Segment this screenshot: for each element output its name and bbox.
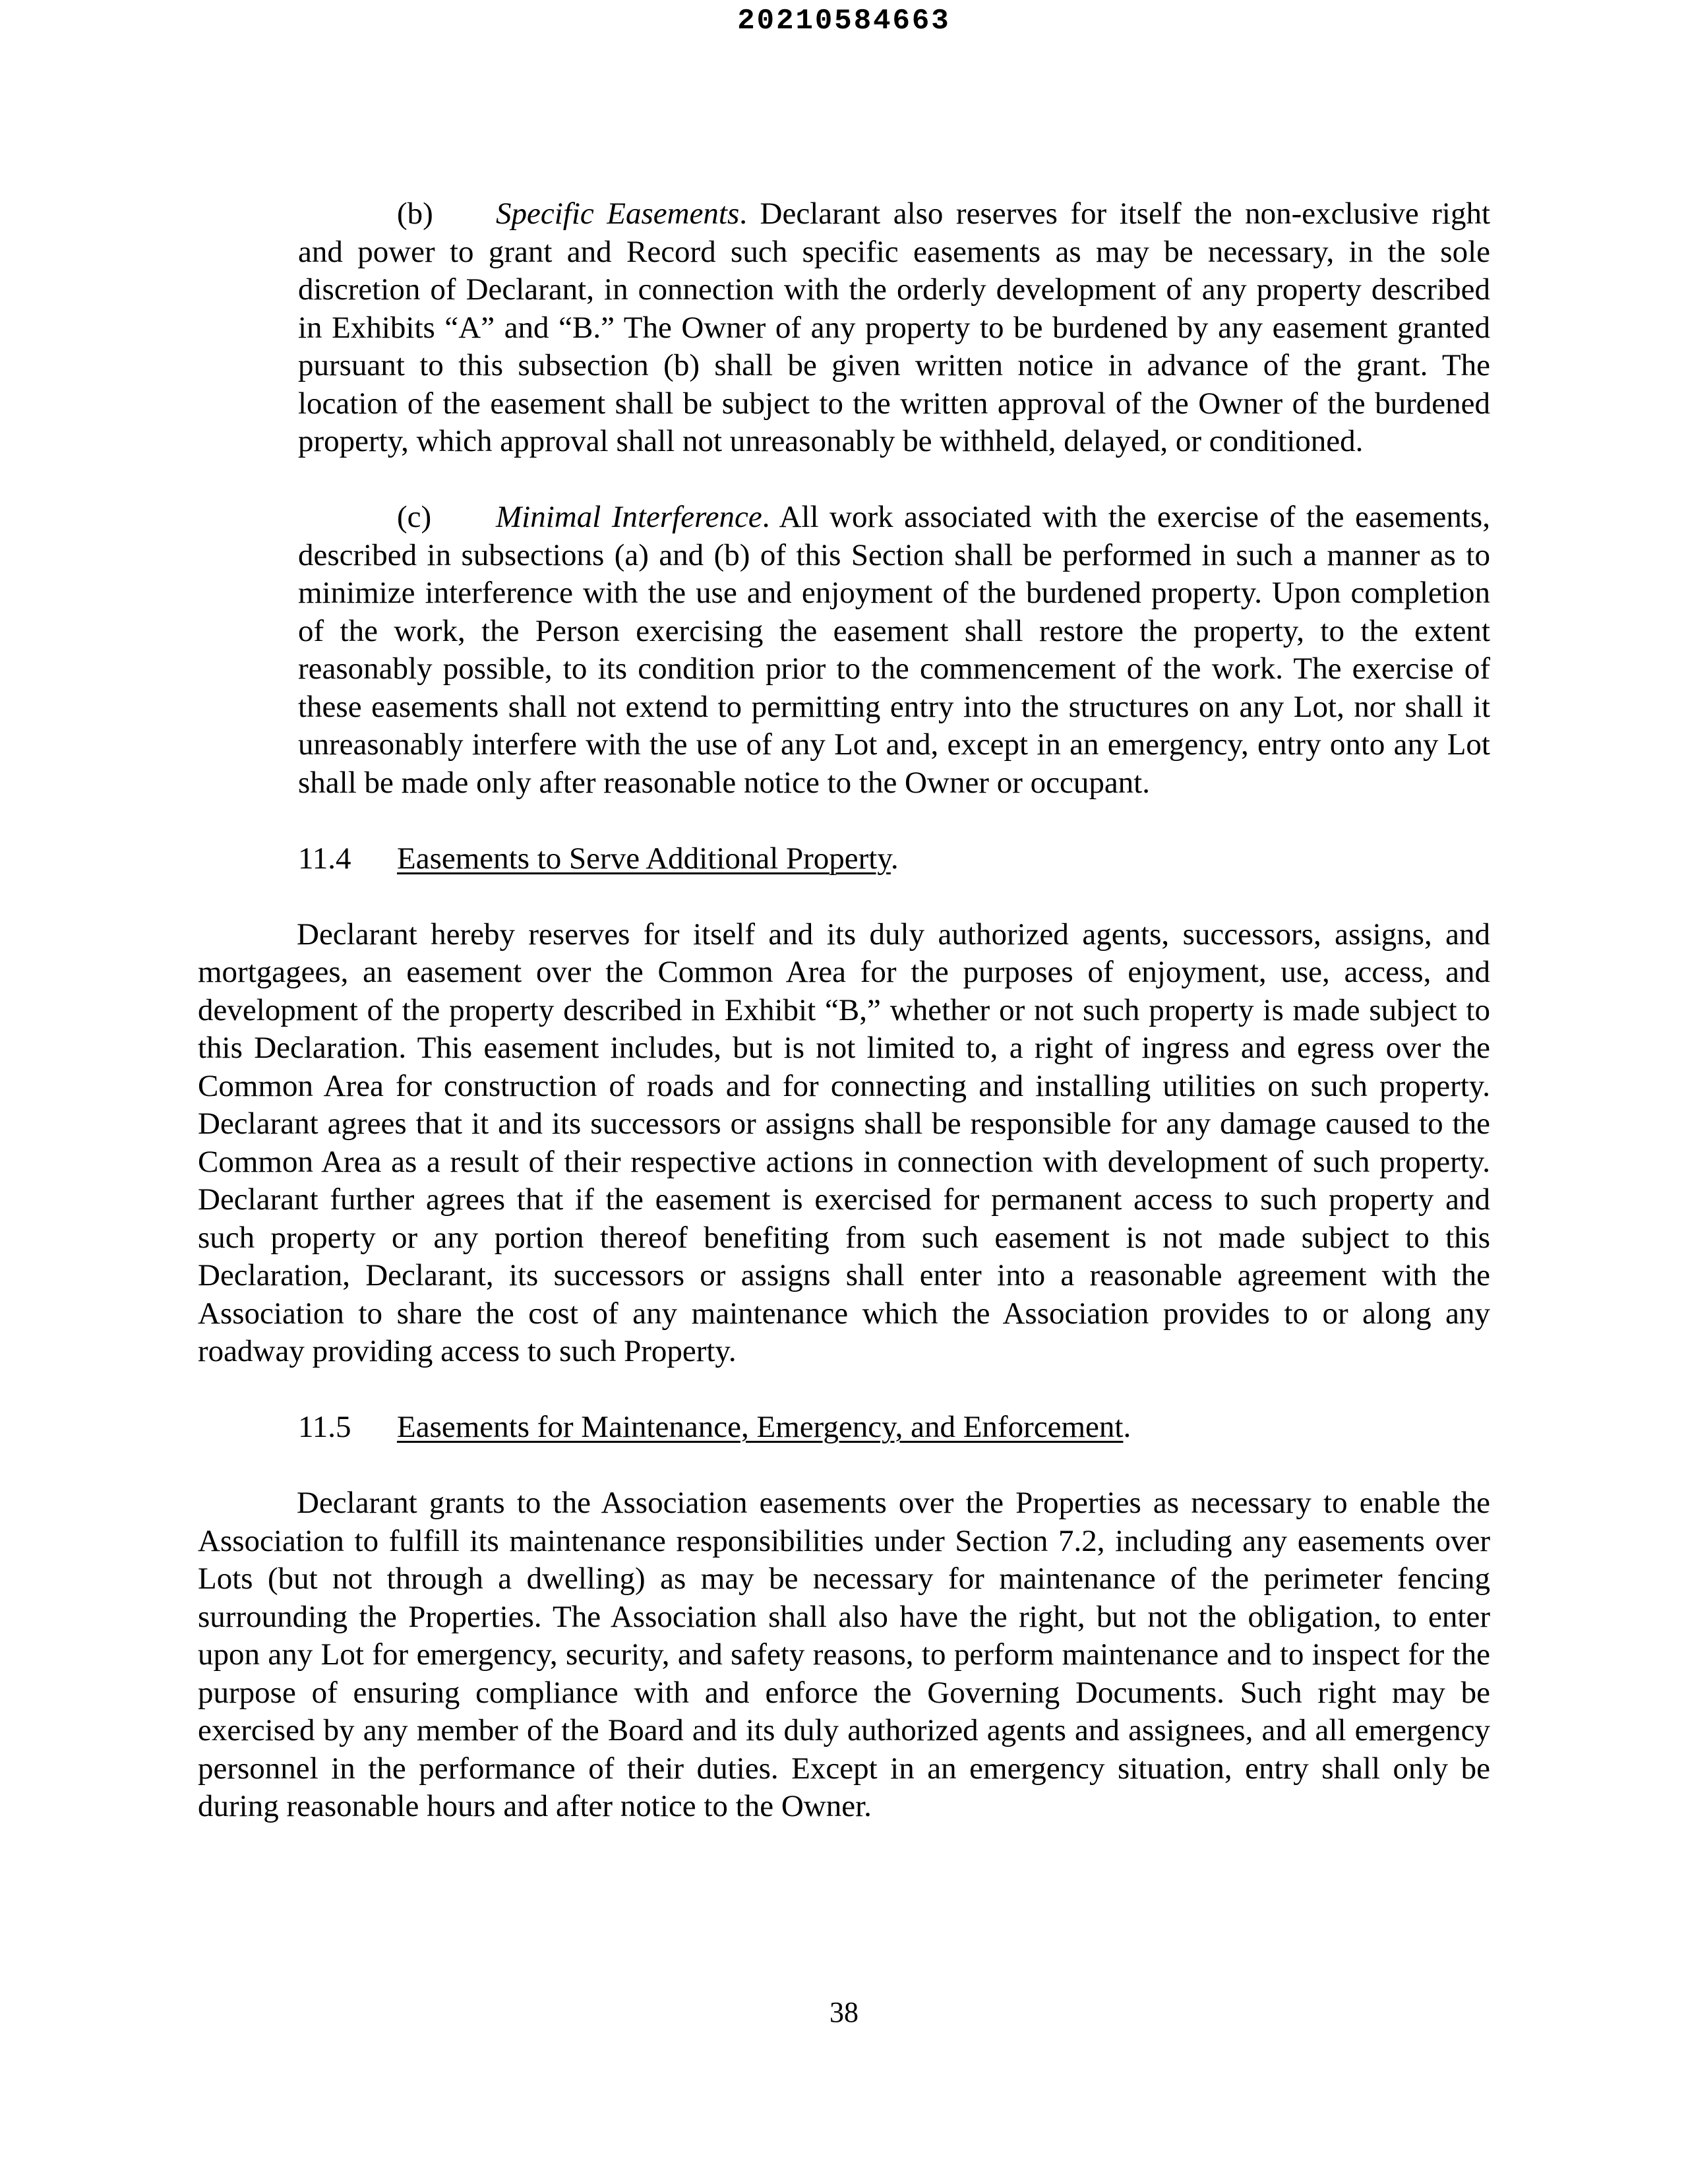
paragraph-gap [0,878,1688,916]
subsection-b-paragraph: (b) Specific Easements. Declarant also reserves for itself the non-exclusive right and power to grant and Record such specific easements as may be necessary, in the sole discretion of Declarant, in connection with the orderly development of any property described in Exhibits “A” and “B.” The Owner of any property to be burdened by any easement granted pursuant to this subsection (b) shall be given written notice in advance of the grant. The location of the easement shall be subject to the written approval of the Owner of the burdened property, which approval shall not unreasonably be withheld, delayed, or conditioned. [298,197,1491,458]
document-body [0,195,1688,1826]
section-11-4-heading: 11.4 Easements to Serve Additional Property. [298,840,1490,878]
subsection-c-paragraph: (c) Minimal Interference. All work associated with the exercise of the easements, described in subsections (a) and (b) of this Section shall be performed in such a manner as to minimize interference with the use and enjoyment of the burdened property. Upon completion of the work, the Person exercising the easement shall restore the property, to the extent reasonably possible, to its condition prior to the commencement of the work. The exercise of these easements shall not extend to permitting entry into the structures on any Lot, nor shall it unreasonably interfere with the use of any Lot and, except in an emergency, entry onto any Lot shall be made only after reasonable notice to the Owner or occupant. [298,500,1490,800]
section-11-5-heading: 11.5 Easements for Maintenance, Emergency, and Enforcement. [298,1409,1490,1447]
section-11-4-title: Easements to Serve Additional Property [397,841,891,876]
subsection-c-title: Minimal Interference [496,500,762,534]
section-11-5-paragraph: Declarant grants to the Association easements over the Properties as necessary to enable the Association to fulfill its maintenance responsibilities under Section 7.2, including any easements over Lots (but not through a dwelling) as may be necessary for maintenance of the perimeter fencing surrounding the Properties. The Association shall also have the right, but not the obligation, to enter upon any Lot for emergency, security, and safety reasons, to perform maintenance and to inspect for the purpose of ensuring compliance with and enforce the Governing Documents. Such right may be exercised by any member of the Board and its duly authorized agents and assignees, and all emergency personnel in the performance of their duties. Except in an emergency situation, entry shall only be during reasonable hours and after notice to the Owner. [198,1486,1490,1823]
paragraph-gap [0,1447,1688,1485]
subsection-c-label: (c) [397,500,432,534]
paragraph-gap [0,461,1688,499]
section-11-4-number: 11.4 [298,841,351,876]
subsection-b-text: Declarant also reserves for itself the non-exclusive right and power to grant and Record such specific easements as may be necessary, in the sole discretion of Declarant, in connection with the orderly development of any property described in Exhibits “A” and “B.” The Owner of any property to be burdened by any easement granted pursuant to this subsection (b) shall be given written notice in advance of the grant. The location of the easement shall be subject to the written approval of the Owner of the burdened property, which approval shall not unreasonably be withheld, delayed, or conditioned. [298,197,1491,458]
subsection-b-title: Specific Easements [496,197,740,231]
subsection-c-text: All work associated with the exercise of the easements, described in subsections (a) and (b) of this Section shall be performed in such a manner as to minimize interference with the use and enjoyment of the burdened property. Upon completion of the work, the Person exercising the easement shall restore the property, to the extent reasonably possible, to its condition prior to the commencement of the work. The exercise of these easements shall not extend to permitting entry into the structures on any Lot, nor shall it unreasonably interfere with the use of any Lot and, except in an emergency, entry onto any Lot shall be made only after reasonable notice to the Owner or occupant. [298,500,1490,800]
paragraph-gap [0,802,1688,840]
section-11-4-paragraph: Declarant hereby reserves for itself and its duly authorized agents, successors, assigns, and mortgagees, an easement over the Common Area for the purposes of enjoyment, use, access, and development of the property described in Exhibit “B,” whether or not such property is made subject to this Declaration. This easement includes, but is not limited to, a right of ingress and egress over the Common Area for construction of roads and for connecting and installing utilities on such property. Declarant agrees that it and its successors or assigns shall be responsible for any damage caused to the Common Area as a result of their respective actions in connection with development of such property. Declarant further agrees that if the easement is exercised for permanent access to such property and such property or any portion thereof benefiting from such easement is not made subject to this Declaration, Declarant, its successors or assigns shall enter into a reasonable agreement with the Association to share the cost of any maintenance which the Association provides to or along any roadway providing access to such Property. [198,917,1490,1368]
subsection-b-label: (b) [397,197,433,231]
page-number: 38 [829,1996,859,2028]
section-11-5-number: 11.5 [298,1410,351,1444]
section-11-5-title: Easements for Maintenance, Emergency, and Enforcement [397,1410,1124,1444]
document-number: 20210584663 [737,5,951,38]
paragraph-gap [0,1371,1688,1409]
